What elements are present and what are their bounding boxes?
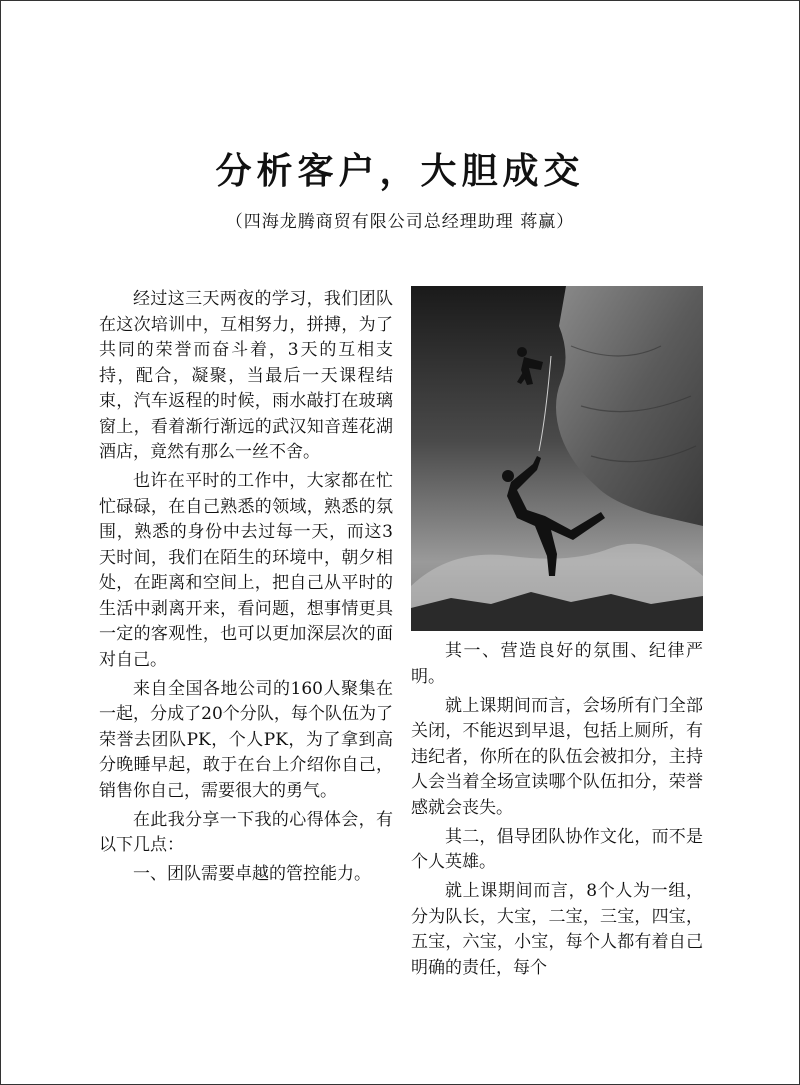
article-byline: （四海龙腾商贸有限公司总经理助理 蒋赢） <box>225 212 575 232</box>
paragraph: 在此我分享一下我的心得体会，有以下几点： <box>99 809 393 855</box>
paragraph: 也许在平时的工作中，大家都在忙忙碌碌，在自己熟悉的领域，熟悉的氛围，熟悉的身份中去过每一天，而这3天时间，我们在陌生的环境中，朝夕相处，在距离和空间上，把自己从平时的生活中剥离开来，看问题，想事情更具一定的客观性，也可以更加深层次的面对自己。 <box>99 471 393 670</box>
paragraph: 其一、营造良好的氛围、纪律严明。 <box>411 641 703 687</box>
paragraph: 来自全国各地公司的160人聚集在一起，分成了20个分队，每个队伍为了荣誉去团队PK，个人PK，为了拿到高分晚睡早起，敢于在台上介绍你自己，销售你自己，需要很大的勇气。 <box>99 678 393 801</box>
paragraph: 就上课期间而言，8个人为一组，分为队长，大宝，二宝，三宝，四宝，五宝，六宝，小宝，每个人都有着自己明确的责任，每个 <box>411 881 703 978</box>
left-text-column <box>99 287 393 891</box>
paragraph: 其二，倡导团队协作文化，而不是个人英雄。 <box>411 826 703 872</box>
paragraph: 就上课期间而言，会场所有门全部关闭，不能迟到早退，包括上厕所，有违纪者，你所在的队伍会被扣分，主持人会当着全场宣读哪个队伍扣分，荣誉感就会丧失。 <box>411 695 703 818</box>
rock-climbers-photo <box>411 286 703 631</box>
article-title: 分析客户，大胆成交 <box>215 151 585 193</box>
paragraph: 经过这三天两夜的学习，我们团队在这次培训中，互相努力，拼搏，为了共同的荣誉而奋斗着，3天的互相支持，配合，凝聚，当最后一天课程结束，汽车返程的时候，雨水敲打在玻璃窗上，看着渐行渐远的武汉知音莲花湖酒店，竟然有那么一丝不舍。 <box>99 289 393 462</box>
right-text-column <box>411 639 703 985</box>
paragraph: 一、团队需要卓越的管控能力。 <box>133 864 371 884</box>
